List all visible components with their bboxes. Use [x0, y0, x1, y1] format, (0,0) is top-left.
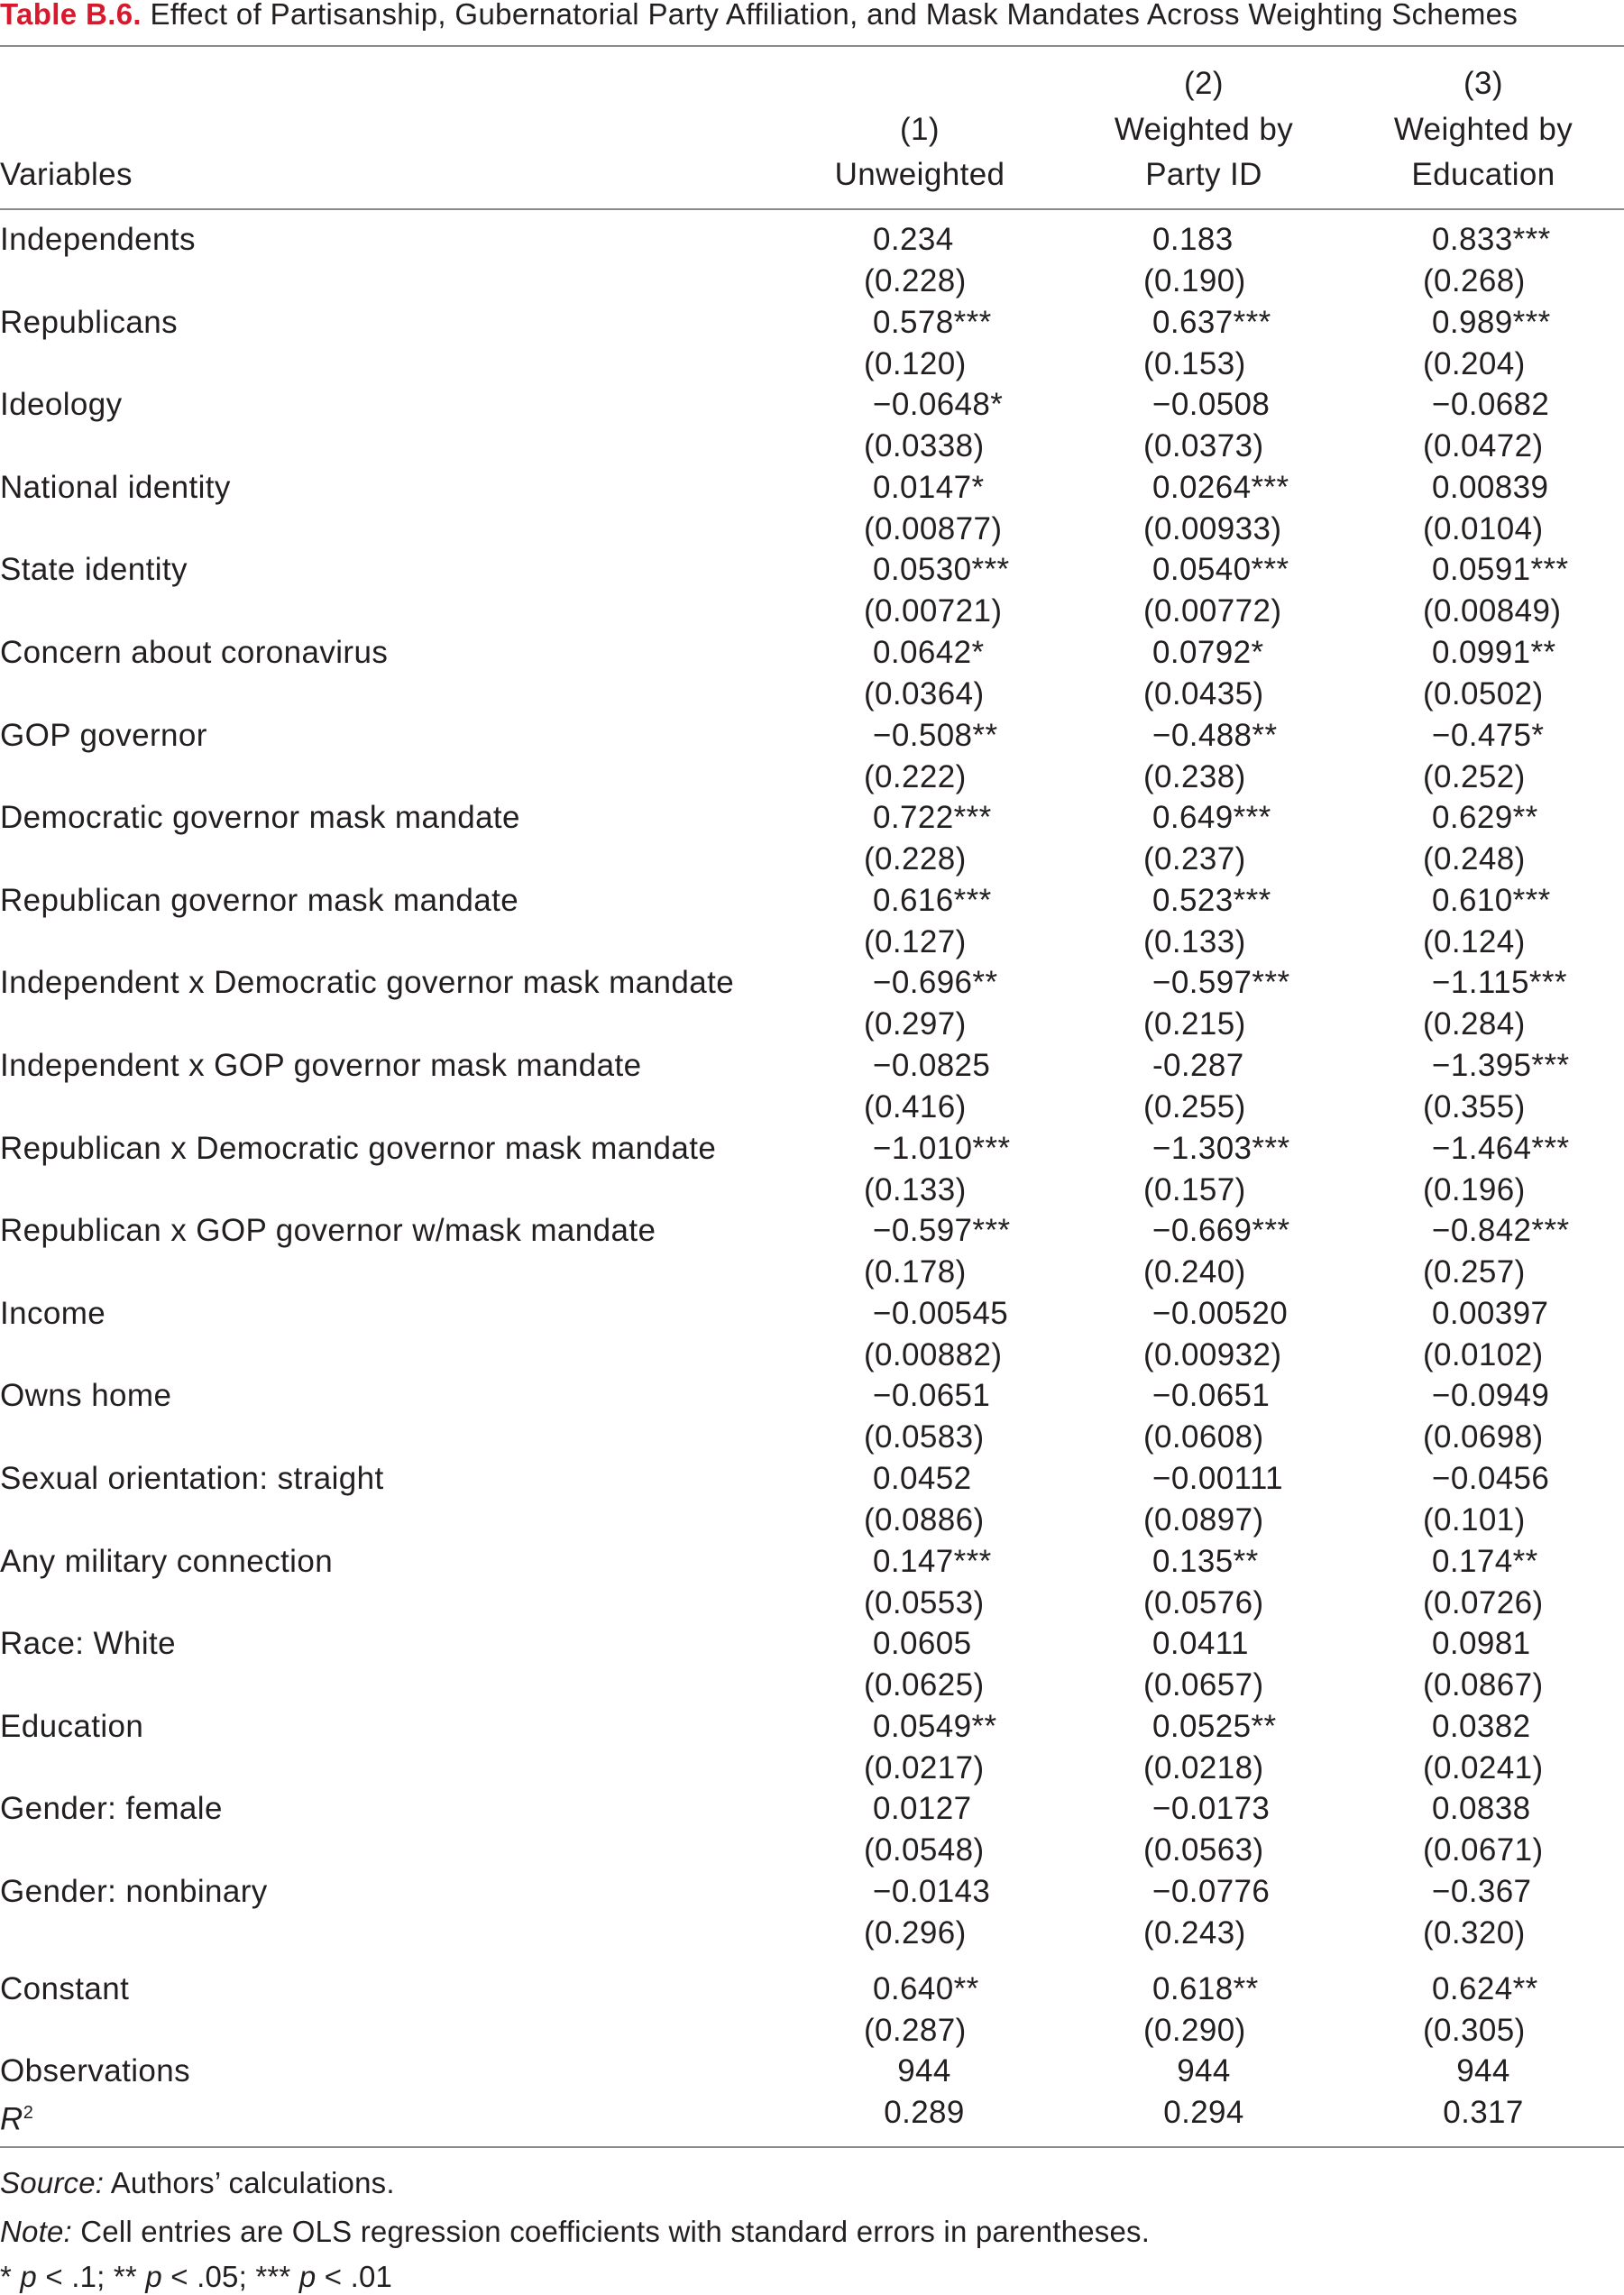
coefficient-cell: −1.303*** [1152, 1130, 1290, 1166]
coefficient-cell: 0.0411 [1152, 1626, 1249, 1662]
coefficient-cell: 0.174** [1432, 1543, 1538, 1579]
sig-p-1: p [20, 2260, 37, 2293]
stat-value-cell: 944 [1177, 2053, 1231, 2089]
standard-error-cell: (0.297) [864, 1006, 967, 1042]
standard-error-cell: (0.00772) [1143, 593, 1282, 629]
stat-value-cell: 944 [1456, 2053, 1510, 2089]
standard-error-cell: (0.0867) [1423, 1667, 1544, 1703]
coefficient-cell: 0.629** [1432, 800, 1538, 836]
standard-error-cell: (0.00877) [864, 510, 1003, 546]
note-text: Cell entries are OLS regression coefficients with standard errors in parentheses. [80, 2215, 1151, 2248]
coefficient-cell: 0.640** [873, 1970, 979, 2006]
standard-error-cell: (0.320) [1423, 1915, 1526, 1951]
coefficient-cell: 0.0642* [873, 635, 985, 670]
standard-error-cell: (0.0553) [864, 1584, 985, 1620]
coefficient-cell: 0.523*** [1152, 882, 1271, 918]
coefficient-cell: −1.115*** [1432, 965, 1567, 1001]
coefficient-cell: 0.234 [873, 222, 954, 257]
standard-error-cell: (0.0218) [1143, 1749, 1264, 1786]
table-number: Table B.6. [0, 0, 142, 31]
standard-error-cell: (0.00849) [1423, 593, 1562, 629]
coefficient-cell: 0.0991** [1432, 635, 1556, 670]
coefficient-cell: 0.0525** [1152, 1708, 1277, 1744]
top-rule [0, 45, 1624, 47]
row-variable-label: Gender: nonbinary [0, 1874, 268, 1909]
coefficient-cell: 0.0549** [873, 1708, 997, 1744]
standard-error-cell: (0.228) [864, 263, 967, 298]
row-variable-label: Independent x Democratic governor mask mandate [0, 965, 735, 1001]
stat-value-cell: 0.289 [884, 2095, 965, 2131]
header-col3-number: (3) [1463, 66, 1503, 101]
coefficient-cell: 0.624** [1432, 1970, 1538, 2006]
sig-stars-1: * [0, 2260, 13, 2293]
standard-error-cell: (0.0548) [864, 1832, 985, 1868]
coefficient-cell: 0.0452 [873, 1461, 972, 1496]
stat-label [0, 2094, 33, 2139]
sig-stars-3: *** [255, 2260, 291, 2293]
standard-error-cell: (0.0563) [1143, 1832, 1264, 1868]
row-variable-label: Ideology [0, 387, 123, 423]
standard-error-cell: (0.00933) [1143, 510, 1282, 546]
standard-error-cell: (0.228) [864, 841, 967, 877]
standard-error-cell: (0.0625) [864, 1667, 985, 1703]
sig-p-2: p [145, 2260, 162, 2293]
standard-error-cell: (0.0576) [1143, 1584, 1264, 1620]
standard-error-cell: (0.0897) [1143, 1502, 1264, 1538]
row-variable-label: State identity [0, 552, 188, 588]
standard-error-cell: (0.133) [1143, 923, 1246, 959]
row-variable-label: Education [0, 1708, 144, 1744]
standard-error-cell: (0.416) [864, 1089, 967, 1125]
row-variable-label: Sexual orientation: straight [0, 1461, 384, 1496]
standard-error-cell: (0.290) [1143, 2012, 1246, 2048]
stat-value-cell: 0.294 [1163, 2095, 1244, 2131]
stat-label-superscript: 2 [23, 2103, 34, 2124]
standard-error-cell: (0.222) [864, 758, 967, 794]
coefficient-cell: 0.147*** [873, 1543, 992, 1579]
header-col2-label-line2: Party ID [1145, 157, 1262, 192]
standard-error-cell: (0.133) [864, 1171, 967, 1207]
coefficient-cell: 0.578*** [873, 304, 992, 340]
row-variable-label: Republican x Democratic governor mask mandate [0, 1130, 717, 1166]
coefficient-cell: −0.0648* [873, 387, 1004, 423]
row-variable-label: Republican x GOP governor w/mask mandate [0, 1213, 656, 1249]
coefficient-cell: 0.989*** [1432, 304, 1551, 340]
coefficient-cell: −0.00520 [1152, 1295, 1289, 1331]
standard-error-cell: (0.153) [1143, 345, 1246, 381]
coefficient-cell: −0.367 [1432, 1874, 1532, 1909]
coefficient-cell: 0.0264*** [1152, 469, 1289, 505]
standard-error-cell: (0.355) [1423, 1089, 1526, 1125]
standard-error-cell: (0.101) [1423, 1502, 1526, 1538]
coefficient-cell: 0.0530*** [873, 552, 1010, 588]
coefficient-cell: 0.00839 [1432, 469, 1549, 505]
standard-error-cell: (0.120) [864, 345, 967, 381]
standard-error-cell: (0.305) [1423, 2012, 1526, 2048]
coefficient-cell: 0.0605 [873, 1626, 972, 1662]
sig-threshold-2: < .05; [170, 2260, 247, 2293]
coefficient-cell: −0.696** [873, 965, 998, 1001]
sig-stars-2: ** [113, 2260, 137, 2293]
coefficient-cell: −0.0825 [873, 1048, 991, 1083]
row-variable-label: Race: White [0, 1626, 177, 1662]
header-col1-number: (1) [900, 112, 940, 147]
standard-error-cell: (0.0373) [1143, 428, 1264, 464]
stat-label-text: R [0, 2101, 23, 2137]
coefficient-cell: -0.287 [1152, 1048, 1244, 1083]
header-rule [0, 208, 1624, 210]
standard-error-cell: (0.204) [1423, 345, 1526, 381]
source-text: Authors’ calculations. [110, 2166, 395, 2199]
coefficient-cell: 0.616*** [873, 882, 992, 918]
sig-p-3: p [298, 2260, 317, 2293]
coefficient-cell: 0.0382 [1432, 1708, 1531, 1744]
coefficient-cell: 0.0127 [873, 1791, 972, 1827]
coefficient-cell: 0.0147* [873, 469, 985, 505]
table-caption [0, 0, 1518, 32]
sig-threshold-1: < .1; [45, 2260, 106, 2293]
standard-error-cell: (0.0657) [1143, 1667, 1264, 1703]
coefficient-cell: 0.0981 [1432, 1626, 1531, 1662]
coefficient-cell: 0.135** [1152, 1543, 1259, 1579]
standard-error-cell: (0.0364) [864, 676, 985, 711]
standard-error-cell: (0.196) [1423, 1171, 1526, 1207]
coefficient-cell: −0.597*** [1152, 965, 1290, 1001]
coefficient-cell: 0.00397 [1432, 1295, 1549, 1331]
coefficient-cell: −0.00111 [1152, 1461, 1283, 1496]
standard-error-cell: (0.237) [1143, 841, 1246, 877]
coefficient-cell: 0.610*** [1432, 882, 1551, 918]
standard-error-cell: (0.127) [864, 923, 967, 959]
standard-error-cell: (0.0886) [864, 1502, 985, 1538]
coefficient-cell: −0.475* [1432, 717, 1545, 753]
header-col3-label-line2: Education [1411, 157, 1555, 192]
header-variables-label: Variables [0, 157, 133, 192]
row-variable-label: Independents [0, 222, 196, 257]
standard-error-cell: (0.0241) [1423, 1749, 1544, 1786]
table-title: Effect of Partisanship, Gubernatorial Party Affiliation, and Mask Mandates Across Weighting Schemes [150, 0, 1518, 31]
row-variable-label: Income [0, 1295, 106, 1331]
standard-error-cell: (0.0671) [1423, 1832, 1544, 1868]
standard-error-cell: (0.124) [1423, 923, 1526, 959]
standard-error-cell: (0.0608) [1143, 1419, 1264, 1455]
standard-error-cell: (0.255) [1143, 1089, 1246, 1125]
significance-note [0, 2259, 392, 2295]
header-col2-number: (2) [1184, 66, 1224, 101]
coefficient-cell: −1.395*** [1432, 1048, 1570, 1083]
source-note [0, 2165, 395, 2201]
table-note [0, 2214, 1150, 2250]
coefficient-cell: −0.488** [1152, 717, 1278, 753]
standard-error-cell: (0.00932) [1143, 1336, 1282, 1372]
standard-error-cell: (0.215) [1143, 1006, 1246, 1042]
coefficient-cell: 0.833*** [1432, 222, 1551, 257]
row-variable-label: Constant [0, 1970, 130, 2006]
row-variable-label: National identity [0, 469, 231, 505]
standard-error-cell: (0.252) [1423, 758, 1526, 794]
source-label: Source: [0, 2166, 105, 2199]
standard-error-cell: (0.287) [864, 2012, 967, 2048]
stat-value-cell: 0.317 [1443, 2095, 1524, 2131]
row-variable-label: Any military connection [0, 1543, 334, 1579]
coefficient-cell: −0.0508 [1152, 387, 1271, 423]
standard-error-cell: (0.190) [1143, 263, 1246, 298]
coefficient-cell: −0.0776 [1152, 1874, 1271, 1909]
standard-error-cell: (0.00882) [864, 1336, 1003, 1372]
standard-error-cell: (0.0102) [1423, 1336, 1544, 1372]
standard-error-cell: (0.0338) [864, 428, 985, 464]
bottom-rule [0, 2146, 1624, 2148]
coefficient-cell: −0.0682 [1432, 387, 1550, 423]
standard-error-cell: (0.0104) [1423, 510, 1544, 546]
coefficient-cell: −0.0143 [873, 1874, 991, 1909]
row-variable-label: Democratic governor mask mandate [0, 800, 520, 836]
standard-error-cell: (0.0217) [864, 1749, 985, 1786]
standard-error-cell: (0.268) [1423, 263, 1526, 298]
header-col1-label: Unweighted [834, 157, 1005, 192]
standard-error-cell: (0.0502) [1423, 676, 1544, 711]
coefficient-cell: 0.722*** [873, 800, 992, 836]
standard-error-cell: (0.00721) [864, 593, 1003, 629]
standard-error-cell: (0.284) [1423, 1006, 1526, 1042]
header-col2-label-line1: Weighted by [1114, 112, 1294, 147]
coefficient-cell: −0.00545 [873, 1295, 1009, 1331]
stat-label: Observations [0, 2053, 191, 2089]
row-variable-label: Independent x GOP governor mask mandate [0, 1048, 642, 1083]
standard-error-cell: (0.0435) [1143, 676, 1264, 711]
coefficient-cell: −0.669*** [1152, 1213, 1290, 1249]
coefficient-cell: 0.183 [1152, 222, 1234, 257]
standard-error-cell: (0.296) [864, 1915, 967, 1951]
coefficient-cell: 0.649*** [1152, 800, 1271, 836]
standard-error-cell: (0.0583) [864, 1419, 985, 1455]
coefficient-cell: −0.842*** [1432, 1213, 1570, 1249]
header-col3-label-line1: Weighted by [1393, 112, 1574, 147]
row-variable-label: Republicans [0, 304, 179, 340]
standard-error-cell: (0.0698) [1423, 1419, 1544, 1455]
row-variable-label: Owns home [0, 1378, 172, 1414]
coefficient-cell: −0.597*** [873, 1213, 1011, 1249]
coefficient-cell: 0.0792* [1152, 635, 1264, 670]
stat-value-cell: 944 [897, 2053, 951, 2089]
coefficient-cell: −0.0173 [1152, 1791, 1271, 1827]
coefficient-cell: 0.0591*** [1432, 552, 1569, 588]
coefficient-cell: −0.0456 [1432, 1461, 1550, 1496]
standard-error-cell: (0.243) [1143, 1915, 1246, 1951]
row-variable-label: GOP governor [0, 717, 207, 753]
standard-error-cell: (0.0472) [1423, 428, 1544, 464]
coefficient-cell: −0.0949 [1432, 1378, 1550, 1414]
sig-threshold-3: < .01 [324, 2260, 393, 2293]
standard-error-cell: (0.240) [1143, 1254, 1246, 1290]
row-variable-label: Gender: female [0, 1791, 223, 1827]
standard-error-cell: (0.238) [1143, 758, 1246, 794]
coefficient-cell: −1.010*** [873, 1130, 1011, 1166]
note-label: Note: [0, 2215, 72, 2248]
standard-error-cell: (0.257) [1423, 1254, 1526, 1290]
coefficient-cell: 0.0838 [1432, 1791, 1531, 1827]
standard-error-cell: (0.0726) [1423, 1584, 1544, 1620]
coefficient-cell: −0.0651 [1152, 1378, 1271, 1414]
coefficient-cell: −0.508** [873, 717, 998, 753]
row-variable-label: Concern about coronavirus [0, 635, 389, 670]
row-variable-label: Republican governor mask mandate [0, 882, 519, 918]
standard-error-cell: (0.248) [1423, 841, 1526, 877]
coefficient-cell: 0.0540*** [1152, 552, 1289, 588]
coefficient-cell: −1.464*** [1432, 1130, 1570, 1166]
standard-error-cell: (0.178) [864, 1254, 967, 1290]
standard-error-cell: (0.157) [1143, 1171, 1246, 1207]
coefficient-cell: −0.0651 [873, 1378, 991, 1414]
coefficient-cell: 0.637*** [1152, 304, 1271, 340]
coefficient-cell: 0.618** [1152, 1970, 1259, 2006]
